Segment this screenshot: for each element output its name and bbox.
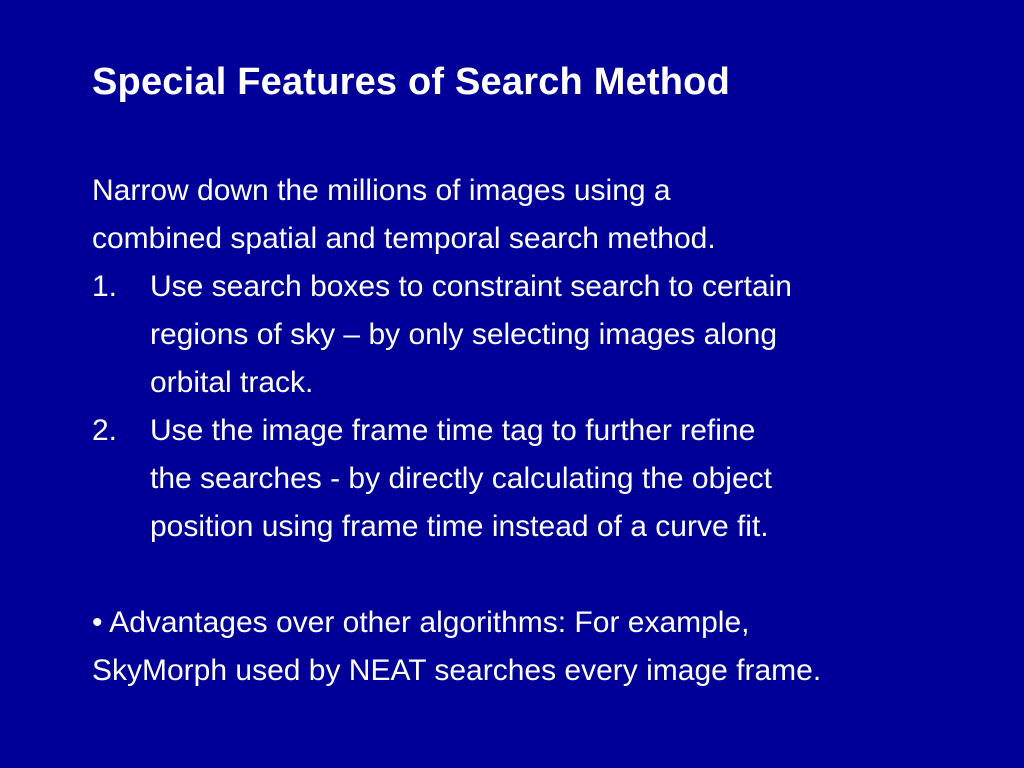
slide-title: Special Features of Search Method [92,61,730,103]
step-item-1 [92,263,972,407]
step-number-2: 2. [92,414,118,447]
step-2-line-2: the searches - by directly calculating the object [150,462,772,495]
blank-line [92,551,972,599]
intro-line-1: Narrow down the millions of images using a [92,174,671,207]
step-1-line-2: regions of sky – by only selecting images along [150,318,778,351]
step-2-line-1: Use the image frame time tag to further refine [150,414,756,447]
step-1-line-1: Use search boxes to constraint search to certain [150,270,792,303]
step-item-2 [92,407,972,551]
step-number-1: 1. [92,270,118,303]
intro-line-2: combined spatial and temporal search method. [92,222,716,255]
step-text-2 [150,407,972,551]
advantages-paragraph [92,599,972,695]
step-2-line-3: position using frame time instead of a curve fit. [150,510,769,543]
advantages-line-1: • Advantages over other algorithms: For example, [92,606,750,639]
steps-list [92,263,972,551]
advantages-line-2: SkyMorph used by NEAT searches every image frame. [92,654,822,687]
step-text-1 [150,263,972,407]
intro-paragraph [92,167,932,263]
step-1-line-3: orbital track. [150,366,314,399]
slide-body [92,167,972,695]
